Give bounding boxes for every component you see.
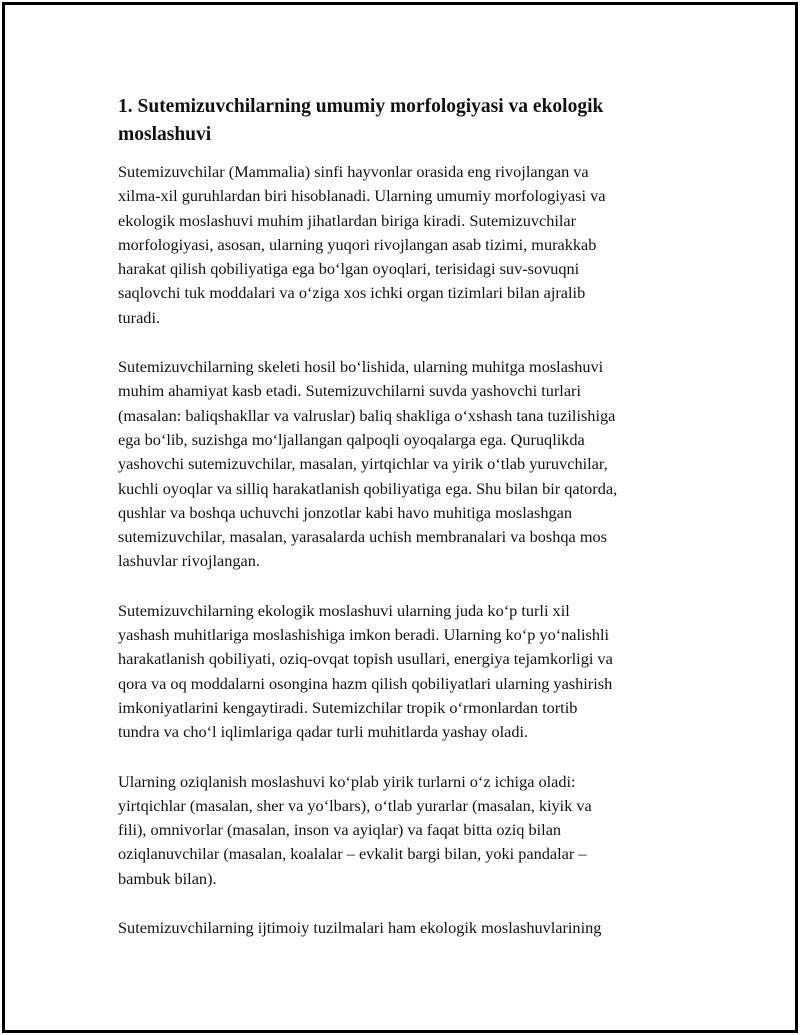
document-body	[118, 93, 683, 965]
section-heading: 1. Sutemizuvchilarning umumiy morfologiyasi va ekologik moslashuvi	[118, 96, 604, 145]
paragraph-5: Sutemizuvchilarning ijtimoiy tuzilmalari ham ekologik moslashuvlarining	[118, 918, 602, 938]
paragraph-4: Ularning oziqlanish moslashuvi ko‘plab yirik turlarni o‘z ichiga oladi: yirtqichlar (masalan, sher va yo‘lbars), o‘tlab yurarlar (masalan, kiyik va fili), omnivorlar (masalan, inson va ayiqlar) va faqat bitta oziq bilan oziqlanuvchilar (masalan, koalalar – evkalit bargi bilan, yoki pandalar – bambuk bilan).	[118, 771, 592, 888]
paragraph-3: Sutemizuvchilarning ekologik moslashuvi ularning juda ko‘p turli xil yashash muhitlariga moslashishiga imkon beradi. Ularning ko‘p yo‘nalishli harakatlanish qobiliyati, oziq-ovqat topish usullari, energiya tejamkorligi va qora va oq moddalarni osongina hazm qilish qobiliyatlari ularning yashirish imkoniyatlarini kengaytiradi. Sutemizchilar tropik o‘rmonlardan tortib tundra va cho‘l iqlimlariga qadar turli muhitlarda yashay oladi.	[118, 600, 613, 742]
paragraph-1: Sutemizuvchilar (Mammalia) sinfi hayvonlar orasida eng rivojlangan va xilma-xil guruhlardan biri hisoblanadi. Ularning umumiy morfologiyasi va ekologik moslashuvi muhim jihatlardan biriga kiradi. Sutemizuvchilar morfologiyasi, asosan, ularning yuqori rivojlangan asab tizimi, murakkab harakat qilish qobiliyatiga ega bo‘lgan oyoqlari, terisidagi suv-sovuqni saqlovchi tuk moddalari va o‘ziga xos ichki organ tizimlari bilan ajralib turadi.	[118, 162, 606, 327]
paragraph-2: Sutemizuvchilarning skeleti hosil bo‘lishida, ularning muhitga moslashuvi muhim ahamiyat kasb etadi. Sutemizuvchilarni suvda yashovchi turlari (masalan: baliqshakllar va valruslar) baliq shakliga o‘xshash tana tuzilishiga ega bo‘lib, suzishga mo‘ljallangan qalpoqli oyoqalarga ega. Quruqlikda yashovchi sutemizuvchilar, masalan, yirtqichlar va yirik o‘tlab yuruvchilar, kuchli oyoqlar va silliq harakatlanish qobiliyatiga ega. Shu bilan bir qatorda, qushlar va boshqa uchuvchi jonzotlar kabi havo muhitiga moslashgan sutemizuvchilar, masalan, yarasalarda uchish membranalari va boshqa mos lashuvlar rivojlangan.	[118, 357, 618, 571]
